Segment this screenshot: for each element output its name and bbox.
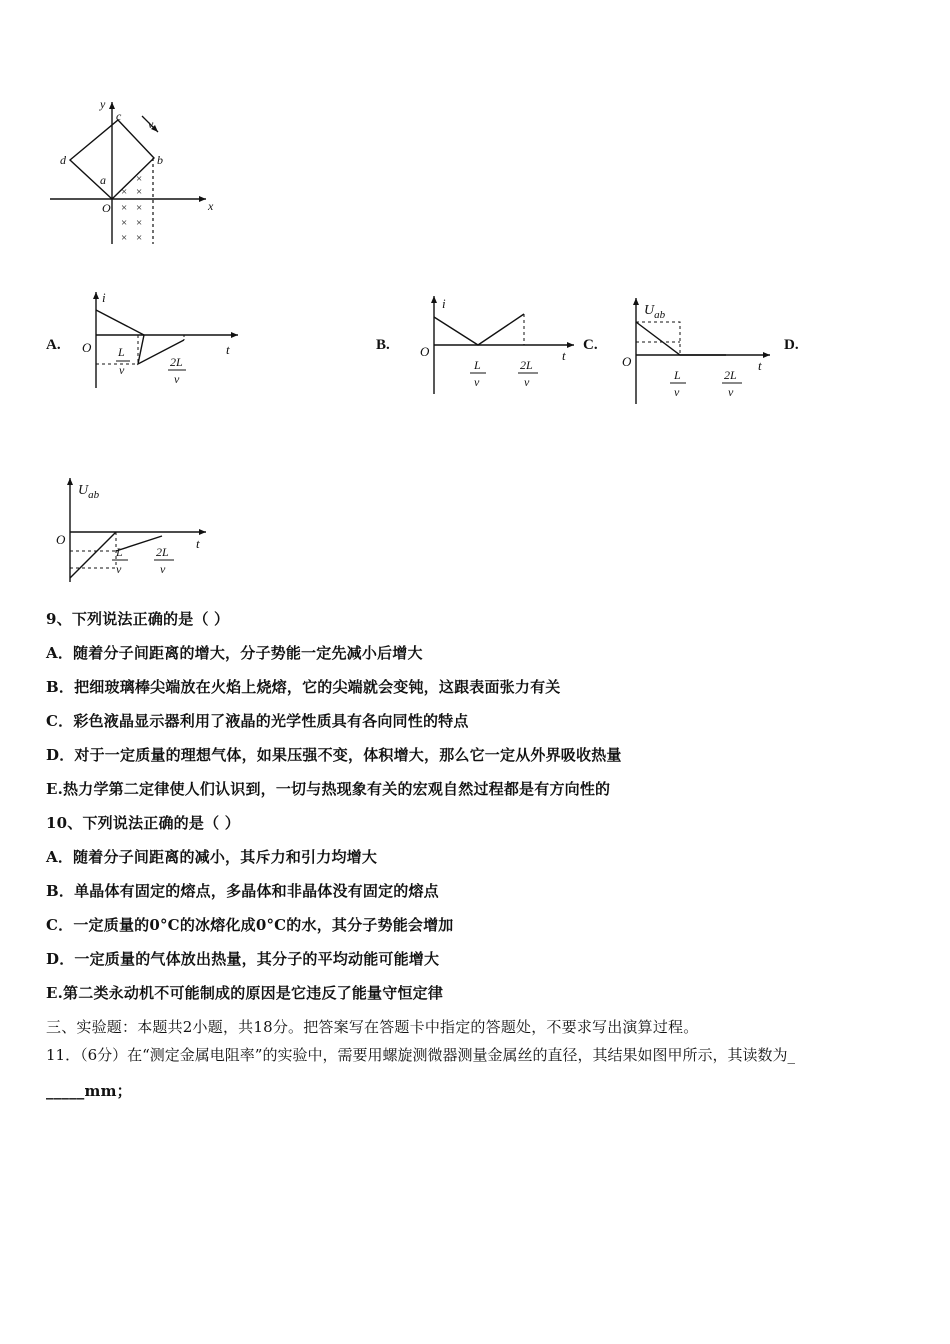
point-a-label: a	[100, 173, 106, 187]
origin-label: O	[82, 340, 92, 355]
question-9-choice-e: E.热力学第二定律使人们认识到，一切与热现象有关的宏观自然过程都是有方向性的	[46, 780, 611, 798]
svg-text:Uab: $U_{ab}$	[78, 483, 100, 501]
point-d-label: d	[60, 153, 66, 167]
svg-text:v: v	[728, 385, 734, 399]
svg-text:×: ×	[121, 217, 128, 229]
svg-text:×: ×	[121, 202, 128, 214]
question-9-choice-b: B．把细玻璃棒尖端放在火焰上烧熔，它的尖端就会变钝，这跟表面张力有关	[46, 678, 561, 696]
svg-text:L: L	[474, 358, 481, 372]
svg-text:v: v	[524, 375, 530, 389]
svg-text:L: L	[118, 345, 125, 359]
section-3-heading: 三、实验题：本题共2小题，共18分。把答案写在答题卡中指定的答题处，不要求写出演算过程。	[46, 1018, 699, 1036]
question-11-answer-blank: _____mm；	[46, 1082, 132, 1100]
option-c-label: C.	[583, 337, 598, 353]
question-10-choice-d: D．一定质量的气体放出热量，其分子的平均动能可能增大	[46, 950, 440, 968]
option-d-graph	[52, 472, 212, 584]
svg-text:×: ×	[136, 173, 143, 185]
svg-text:O: O	[622, 354, 632, 369]
svg-text:L: L	[116, 545, 123, 559]
svg-text:×: ×	[136, 232, 143, 244]
svg-text:×: ×	[136, 202, 143, 214]
loop-field-figure	[46, 96, 226, 246]
svg-text:Uab: $U_{ab}$	[644, 303, 666, 321]
option-c-graph	[618, 294, 778, 406]
svg-text:O: O	[420, 344, 430, 359]
svg-text:×: ×	[121, 186, 128, 198]
point-c-label: c	[116, 109, 122, 123]
svg-text:2L: 2L	[520, 358, 533, 372]
svg-text:v: v	[116, 562, 122, 576]
svg-text:×: ×	[121, 232, 128, 244]
question-9-stem: 9、下列说法正确的是（ ）	[46, 610, 230, 628]
question-9-choice-a: A．随着分子间距离的增大，分子势能一定先减小后增大	[46, 644, 423, 662]
velocity-label: v	[148, 117, 154, 131]
question-10-stem: 10、下列说法正确的是（ ）	[46, 814, 240, 832]
axis-i-label: i	[102, 290, 106, 305]
question-9-choice-c: C．彩色液晶显示器利用了液晶的光学性质具有各向同性的特点	[46, 712, 469, 730]
svg-text:×: ×	[136, 186, 143, 198]
svg-text:×: ×	[136, 217, 143, 229]
question-11-text: 11．（6分）在“测定金属电阻率”的实验中，需要用螺旋测微器测量金属丝的直径，其结果如图甲所示，其读数为_	[46, 1046, 795, 1064]
question-10-choice-b: B．单晶体有固定的熔点，多晶体和非晶体没有固定的熔点	[46, 882, 439, 900]
svg-text:v: v	[674, 385, 680, 399]
x-axis-label: x	[208, 199, 214, 213]
question-10-choice-e: E.第二类永动机不可能制成的原因是它违反了能量守恒定律	[46, 984, 444, 1002]
point-b-label: b	[157, 153, 163, 167]
option-b-label: B.	[376, 337, 390, 353]
svg-text:2L: 2L	[170, 355, 183, 369]
svg-text:v: v	[174, 372, 180, 386]
svg-text:2L: 2L	[724, 368, 737, 382]
option-b-graph	[416, 290, 576, 400]
axis-t-label: t	[226, 342, 230, 357]
question-9-choice-d: D．对于一定质量的理想气体，如果压强不变，体积增大，那么它一定从外界吸收热量	[46, 746, 622, 764]
option-a-label: A.	[46, 337, 61, 353]
y-axis-label: y	[100, 97, 106, 111]
option-d-label: D.	[784, 337, 799, 353]
svg-text:2L: 2L	[156, 545, 169, 559]
svg-text:i: i	[442, 296, 446, 311]
svg-text:v: v	[160, 562, 166, 576]
svg-text:t: t	[196, 536, 200, 551]
svg-text:L: L	[674, 368, 681, 382]
svg-text:t: t	[758, 358, 762, 373]
question-10-choice-c: C．一定质量的0°C的冰熔化成0°C的水，其分子势能会增加	[46, 916, 454, 934]
svg-text:O: O	[56, 532, 66, 547]
question-10-choice-a: A．随着分子间距离的减小，其斥力和引力均增大	[46, 848, 378, 866]
svg-text:v: v	[474, 375, 480, 389]
option-a-graph	[80, 288, 240, 398]
field-crosses	[121, 173, 142, 244]
origin-label: O	[102, 201, 111, 215]
svg-text:v: v	[119, 363, 125, 377]
svg-text:t: t	[562, 348, 566, 363]
